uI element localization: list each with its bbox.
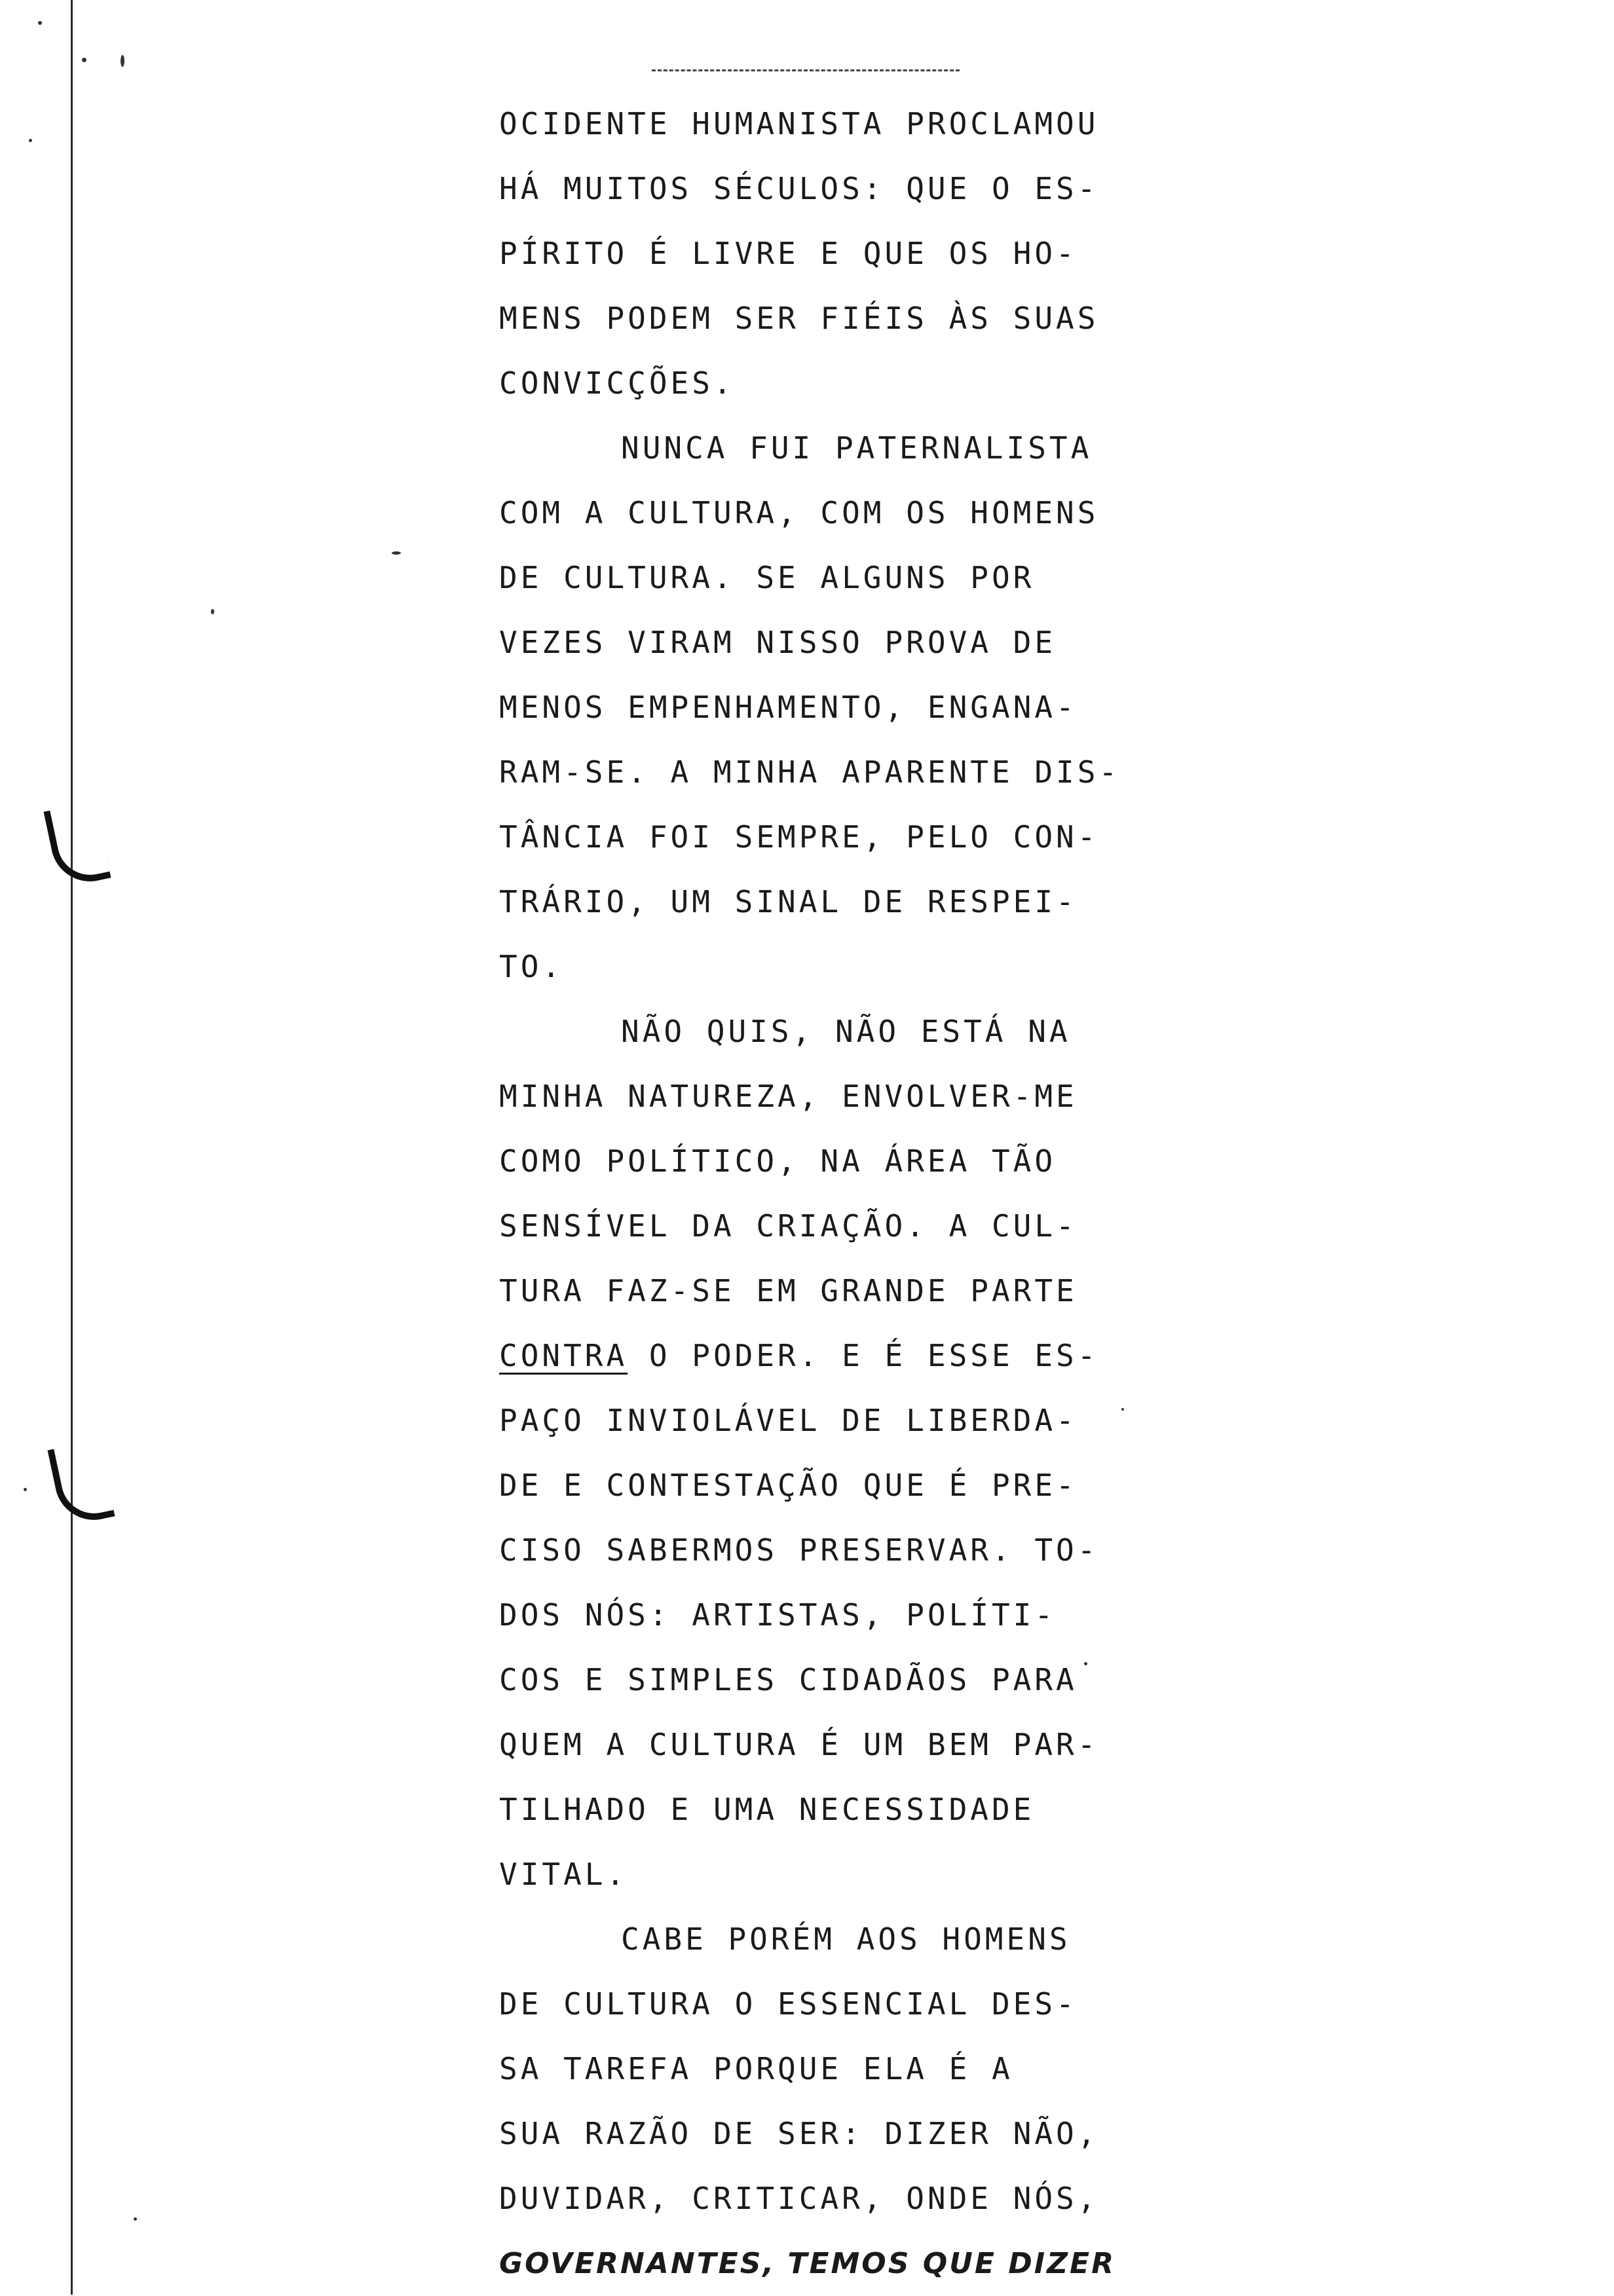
text-line: DUVIDAR, CRITICAR, ONDE NÓS, [499,2181,1099,2216]
scan-speck [1121,1408,1124,1411]
text-line: TO. [499,949,564,984]
scan-speck [24,1488,27,1491]
text-line: MENS PODEM SER FIÉIS ÀS SUAS [499,301,1099,336]
scan-speck [392,551,401,555]
scan-speck [121,55,124,67]
text-line: DE E CONTESTAÇÃO QUE É PRE- [499,1468,1078,1503]
left-margin-rule [71,0,73,2295]
paragraph-first-line: NUNCA FUI PATERNALISTA [621,430,1093,466]
text-line-with-underline [499,1324,1099,1388]
text-line: CISO SABERMOS PRESERVAR. TO- [499,1532,1099,1568]
top-cutoff-marks [652,69,960,74]
text-line: VITAL. [499,1857,628,1892]
text-line-rest: O PODER. E É ESSE ES- [628,1338,1099,1373]
text-line: OCIDENTE HUMANISTA PROCLAMOU [499,106,1099,141]
text-line: COM A CULTURA, COM OS HOMENS [499,495,1099,530]
scan-speck [82,58,86,62]
text-line: DE CULTURA O ESSENCIAL DES- [499,1986,1078,2022]
scan-speck [211,609,214,614]
text-line: TURA FAZ-SE EM GRANDE PARTE [499,1273,1078,1308]
text-line: COS E SIMPLES CIDADÃOS PARA [499,1662,1078,1697]
paragraph-first-line: NÃO QUIS, NÃO ESTÁ NA [621,1014,1071,1049]
text-line: MENOS EMPENHAMENTO, ENGANA- [499,690,1078,725]
text-line: DOS NÓS: ARTISTAS, POLÍTI- [499,1597,1057,1633]
scan-speck [29,139,32,142]
paragraph-first-line: CABE PORÉM AOS HOMENS [621,1921,1071,1957]
text-line: TILHADO E UMA NECESSIDADE [499,1792,1035,1827]
scan-speck [38,21,42,25]
text-line: HÁ MUITOS SÉCULOS: QUE O ES- [499,171,1099,206]
text-line: VEZES VIRAM NISSO PROVA DE [499,625,1057,660]
text-line: SUA RAZÃO DE SER: DIZER NÃO, [499,2116,1099,2151]
text-line: TÂNCIA FOI SEMPRE, PELO CON- [499,819,1099,855]
handwritten-line: GOVERNANTES, TEMOS QUE DIZER [499,2247,1116,2280]
text-line: SENSÍVEL DA CRIAÇÃO. A CUL- [499,1208,1078,1244]
typed-text-body [499,92,1121,2296]
scan-speck [134,2217,137,2221]
text-line: COMO POLÍTICO, NA ÁREA TÃO [499,1143,1057,1179]
text-line: PÍRITO É LIVRE E QUE OS HO- [499,236,1078,271]
text-line: RAM-SE. A MINHA APARENTE DIS- [499,754,1121,790]
binder-hole-mark-lower [47,1439,115,1527]
text-line: QUEM A CULTURA É UM BEM PAR- [499,1727,1099,1762]
text-line: SA TAREFA PORQUE ELA É A [499,2051,1013,2086]
text-line: CONVICÇÕES. [499,365,735,401]
binder-hole-mark-upper [43,801,111,889]
text-line: PAÇO INVIOLÁVEL DE LIBERDA- [499,1403,1078,1438]
text-line: MINHA NATUREZA, ENVOLVER-ME [499,1079,1078,1114]
text-line: TRÁRIO, UM SINAL DE RESPEI- [499,884,1078,919]
text-line: DE CULTURA. SE ALGUNS POR [499,560,1035,595]
underlined-word: CONTRA [499,1338,628,1373]
